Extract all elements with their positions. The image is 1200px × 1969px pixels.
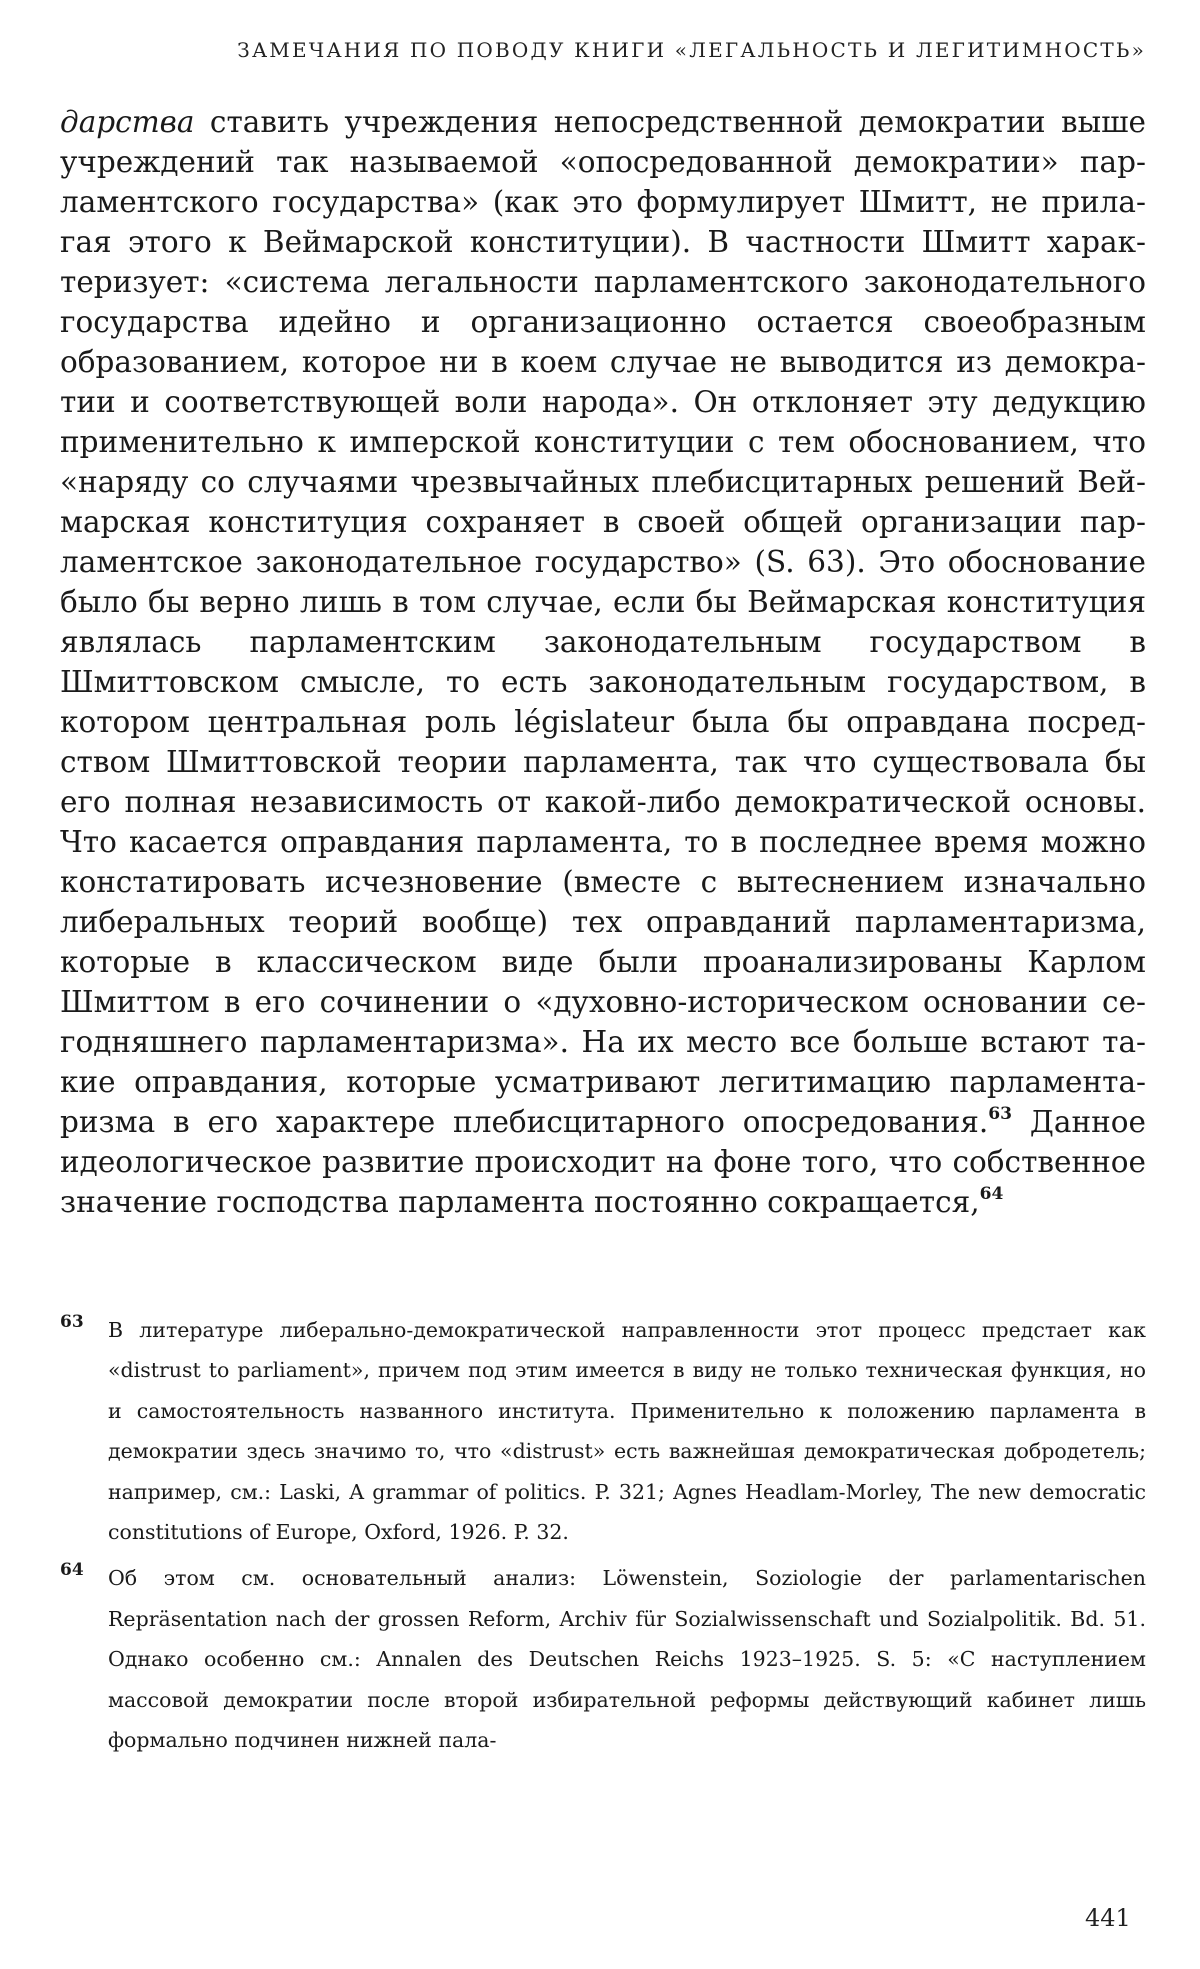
footnote-text: Об этом см. основательный анализ: Löwenstein, Soziologie der parlamentarischen Repräsentation nach der grossen Reform, Archiv für Sozialwissenschaft und Sozialpolitik. Bd. 51. Однако особенно см.: Annalen des Deutschen Reichs 1923–1925. S. 5: «С наступлением массовой демократии после второй избирательной реформы действующий кабинет лишь формально подчинен нижней пала- [108,1566,1146,1753]
running-head: ЗАМЕЧАНИЯ ПО ПОВОДУ КНИГИ «ЛЕГАЛЬНОСТЬ И ЛЕГИТИМНОСТЬ» [237,38,1146,62]
main-paragraph [60,102,1146,1222]
footnotes-section [60,1310,1146,1760]
footnote-63 [60,1310,1146,1552]
footnote-number: 64 [60,1560,84,1581]
page-number: 441 [1085,1904,1131,1932]
footnote-64 [60,1558,1146,1760]
footnote-ref-64[interactable]: 64 [979,1183,1004,1204]
footnote-text: В литературе либерально-демократической направленности этот процесс предстает как «distrust to parliament», причем под этим имеется в виду не только техническая функция, но и самостоятельность названного института. Применительно к положению парламента в демократии здесь значимо то, что «distrust» есть важнейшая демократическая добродетель; например, см.: Laski, A grammar of politics. P. 321; Agnes Headlam-Morley, The new democratic constitutions of Europe, Oxford, 1926. P. 32. [108,1318,1146,1545]
footnote-number: 63 [60,1312,84,1332]
paragraph-text-continued: Данное идеологическое развитие происходит на фоне того, что собственное значение господства парламента постоянно сокращается, [60,1105,1146,1219]
italic-word-fragment: дарства [60,105,195,139]
footnote-ref-63[interactable]: 63 [988,1103,1013,1124]
paragraph-text: ставить учреждения непосредственной демократии выше учреждений так называемой «опосредованной демократии» парламентского государства» (как это формулирует Шмитт, не прилагая этого к Веймарской конституции). В частности Шмитт характеризует: «система легальности парламентского законодательного государства идейно и организационно остается своеобразным образованием, которое ни в коем случае не выводится из демократии и соответствующей воли народа». Он отклоняет эту дедукцию применительно к имперской конституции с тем обоснованием, что «наряду со случаями чрезвычайных плебисцитарных решений Веймарская конституция сохраняет в своей общей организации парламентское законодательное государство» (S. 63). Это обоснование было бы верно лишь в том случае, если бы Веймарская конституция являлась парламентским законодательным государством в Шмиттовском смысле, то есть законодательным государством, в котором центральная роль législateur была бы оправдана посредством Шмиттовской теории парламента, так что существовала бы его полная независимость от какой-либо демократической основы. Что касается оправдания парламента, то в последнее время можно констатировать исчезновение (вместе с вытеснением изначально либеральных теорий вообще) тех оправданий парламентаризма, которые в классическом виде были проанализированы Карлом Шмиттом в его сочинении о «духовно-историческом основании сегодняшнего парламентаризма». На их место все больше встают такие оправдания, которые усматривают легитимацию парламентаризма в его характере плебисцитарного опосредования. [60,105,1146,1139]
